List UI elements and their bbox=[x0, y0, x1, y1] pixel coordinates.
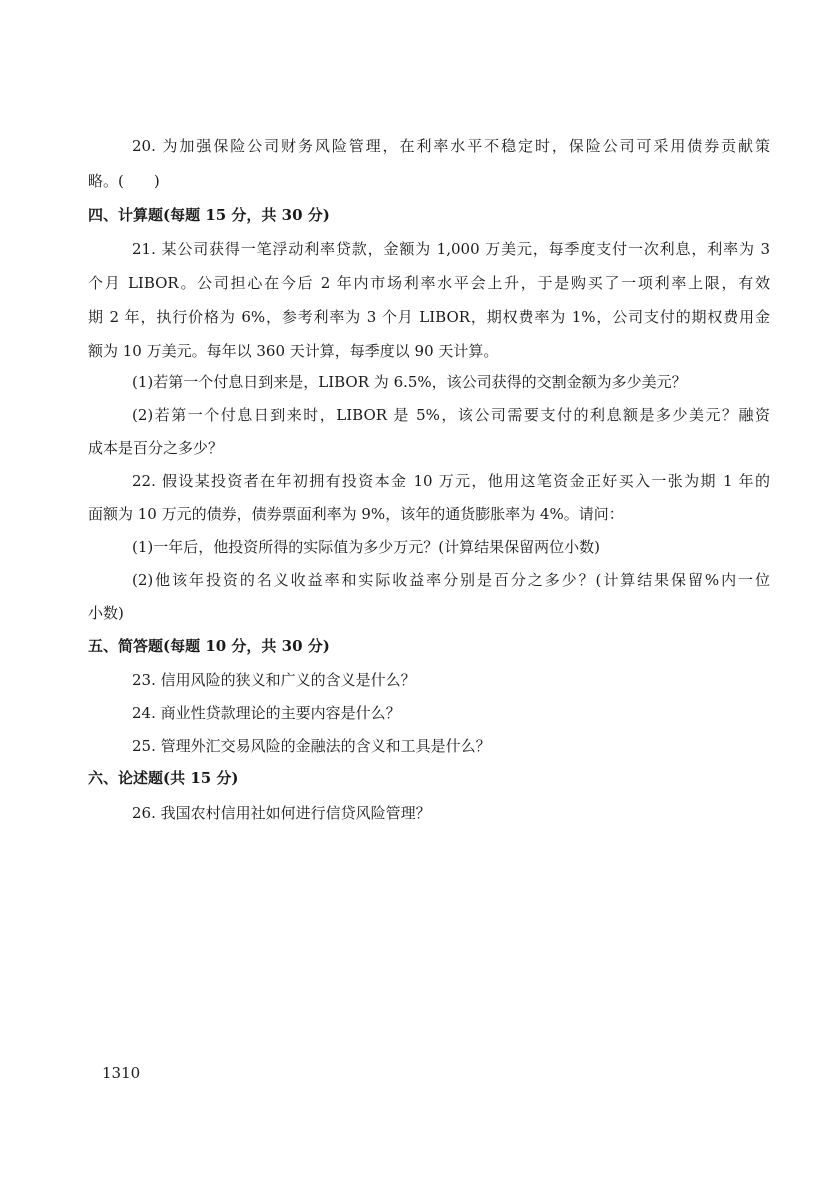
question-20-line-1: 20. 为加强保险公司财务风险管理，在利率水平不稳定时，保险公司可采用债券贡献策 bbox=[132, 137, 770, 155]
question-22-sub-2-line-2: 小数) bbox=[88, 604, 124, 622]
question-25: 25. 管理外汇交易风险的金融法的含义和工具是什么？ bbox=[132, 737, 491, 755]
question-23: 23. 信用风险的狭义和广义的含义是什么？ bbox=[132, 671, 416, 689]
question-20-line-2: 略。( ) bbox=[88, 172, 160, 190]
question-22-line-2: 面额为 10 万元的债券，债券票面利率为 9%，该年的通货膨胀率为 4%。请问： bbox=[88, 505, 624, 523]
question-21-line-3: 期 2 年，执行价格为 6%，参考利率为 3 个月 LIBOR，期权费率为 1%，公司支付的期权费用金 bbox=[88, 308, 770, 326]
question-22-sub-2-line-1: (2)他该年投资的名义收益率和实际收益率分别是百分之多少？(计算结果保留%内一位 bbox=[132, 571, 770, 589]
question-21-sub-2-line-1: (2)若第一个付息日到来时，LIBOR 是 5%，该公司需要支付的利息额是多少美元？融资 bbox=[132, 406, 770, 424]
question-22-line-1: 22. 假设某投资者在年初拥有投资本金 10 万元，他用这笔资金正好买入一张为期 1 年的 bbox=[132, 472, 770, 490]
page-number: 1310 bbox=[102, 1064, 141, 1082]
question-26: 26. 我国农村信用社如何进行信贷风险管理？ bbox=[132, 804, 431, 822]
question-22-sub-1: (1)一年后，他投资所得的实际值为多少万元？(计算结果保留两位小数) bbox=[132, 538, 600, 556]
section-6-heading: 六、论述题(共 15 分) bbox=[88, 769, 239, 787]
question-21-sub-1: (1)若第一个付息日到来是，LIBOR 为 6.5%，该公司获得的交割金额为多少美元？ bbox=[132, 373, 687, 391]
section-4-heading: 四、计算题(每题 15 分，共 30 分) bbox=[88, 206, 330, 224]
question-21-line-2: 个月 LIBOR。公司担心在今后 2 年内市场利率水平会上升，于是购买了一项利率上限，有效 bbox=[88, 274, 770, 292]
question-21-line-4: 额为 10 万美元。每年以 360 天计算，每季度以 90 天计算。 bbox=[88, 342, 499, 360]
question-21-sub-2-line-2: 成本是百分之多少？ bbox=[88, 439, 224, 457]
question-21-line-1: 21. 某公司获得一笔浮动利率贷款，金额为 1,000 万美元，每季度支付一次利息，利率为 3 bbox=[132, 240, 770, 258]
section-5-heading: 五、简答题(每题 10 分，共 30 分) bbox=[88, 637, 330, 655]
question-24: 24. 商业性贷款理论的主要内容是什么？ bbox=[132, 704, 401, 722]
